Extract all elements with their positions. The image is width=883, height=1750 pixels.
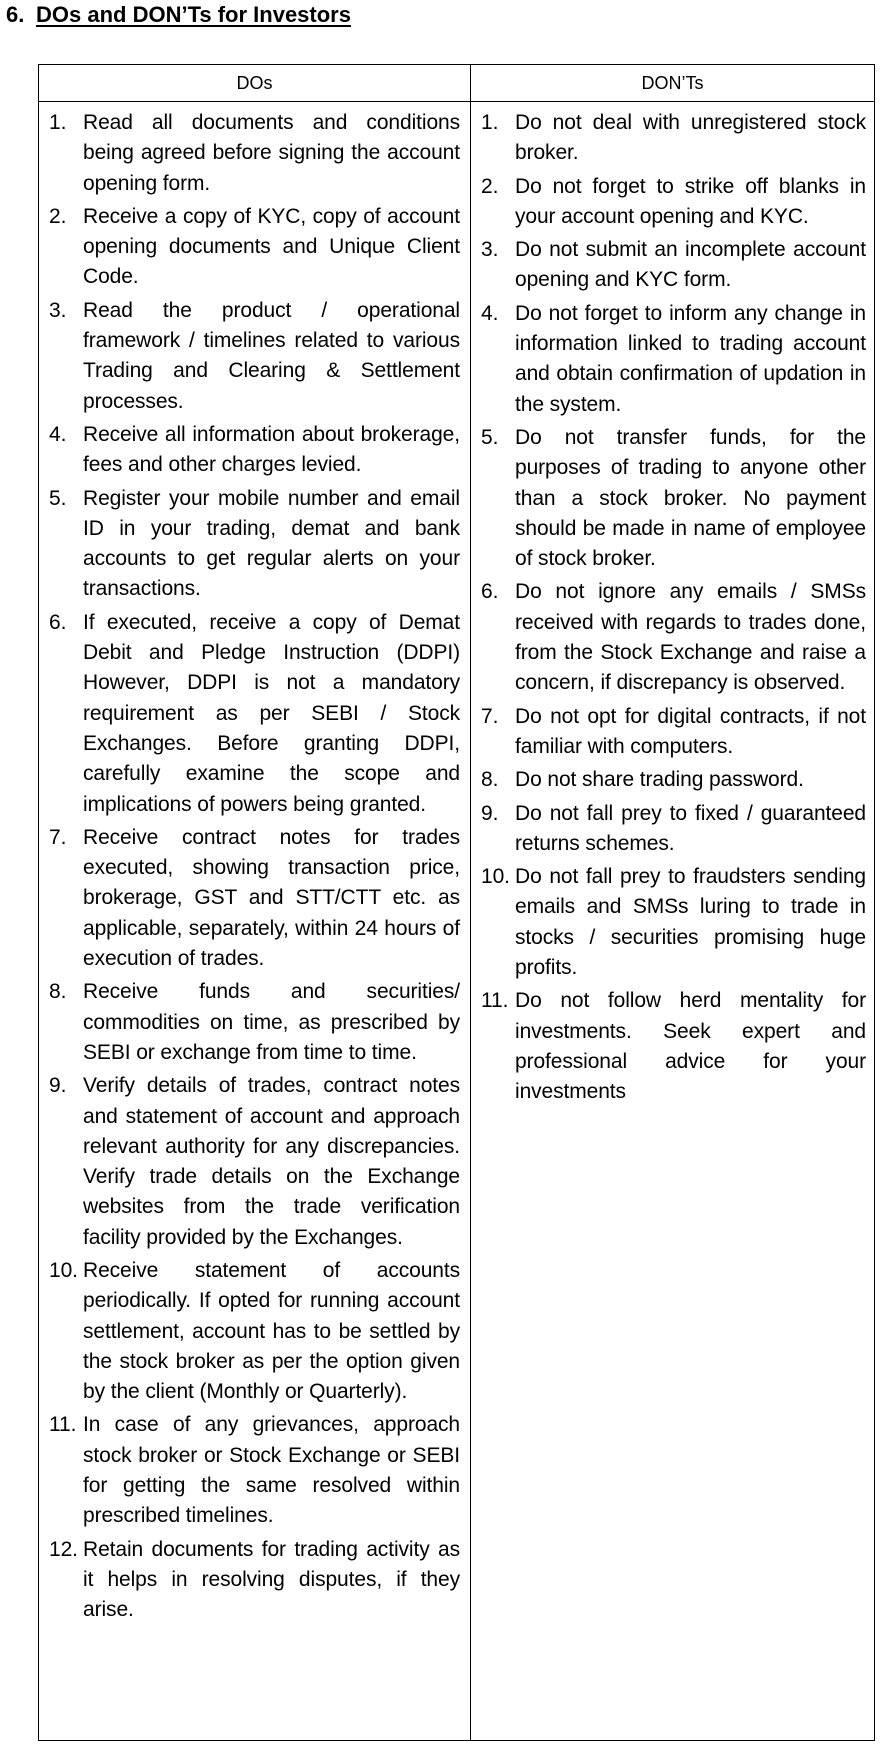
dos-item-text: Verify details of trades, contract notes and statement of account and approach relevant authority for any discrepancies. Verify trade details on the Exchange websites from the trade verification facility provided by the Exchanges. — [83, 1074, 460, 1249]
donts-item-number: 11. — [481, 989, 509, 1013]
dos-item — [49, 608, 460, 820]
donts-item — [481, 862, 866, 983]
donts-item-number: 3. — [481, 238, 499, 262]
dos-item-text: Receive all information about brokerage, fees and other charges levied. — [83, 422, 460, 477]
donts-item — [481, 235, 866, 296]
dos-header: DOs — [39, 65, 470, 102]
donts-item-number: 5. — [481, 425, 499, 449]
dos-item-text: Read all documents and conditions being agreed before signing the account opening form. — [83, 111, 460, 195]
donts-item-text: Do not share trading password. — [515, 768, 804, 792]
dos-item-number: 8. — [49, 980, 67, 1004]
dos-item — [49, 823, 460, 974]
donts-item — [481, 799, 866, 860]
dos-item-text: Retain documents for trading activity as it helps in resolving disputes, if they arise. — [83, 1537, 460, 1622]
dos-item-number: 7. — [49, 825, 67, 849]
dos-list — [39, 102, 470, 1626]
donts-item — [481, 765, 866, 795]
dos-item-text: In case of any grievances, approach stock broker or Stock Exchange or SEBI for getting the same resolved within prescribed timelines. — [83, 1413, 460, 1528]
section-heading — [6, 2, 351, 28]
section-title: DOs and DON’Ts for Investors — [36, 2, 351, 27]
section-number: 6. — [6, 2, 25, 27]
dos-item — [49, 108, 460, 199]
donts-item-number: 10. — [481, 865, 510, 889]
donts-item-number: 2. — [481, 174, 499, 198]
dos-item — [49, 1071, 460, 1253]
dos-item — [49, 1410, 460, 1531]
dos-item-text: Register your mobile number and email ID in your trading, demat and bank accounts to get regular alerts on your transactions. — [83, 486, 460, 601]
donts-item — [481, 423, 866, 574]
donts-item-number: 1. — [481, 111, 499, 134]
donts-item-text: Do not opt for digital contracts, if not familiar with computers. — [515, 704, 866, 758]
dos-item-number: 6. — [49, 610, 67, 634]
donts-item — [481, 299, 866, 420]
donts-item-text: Do not follow herd mentality for investments. Seek expert and professional advice for your investments — [515, 989, 866, 1104]
dos-item-text: If executed, receive a copy of Demat Debit and Pledge Instruction (DDPI) However, DDPI is not a mandatory requirement as per SEBI / Stock Exchanges. Before granting DDPI, carefully examine the scope and implications of powers being granted. — [83, 610, 460, 816]
dos-donts-table — [38, 64, 875, 1741]
dos-item — [49, 296, 460, 417]
donts-item-text: Do not submit an incomplete account opening and KYC form. — [515, 238, 866, 292]
donts-item-text: Do not forget to inform any change in information linked to trading account and obtain confirmation of updation in the system. — [515, 301, 866, 416]
dos-item — [49, 1256, 460, 1407]
dos-item — [49, 484, 460, 605]
donts-item-text: Do not fall prey to fixed / guaranteed returns schemes. — [515, 801, 866, 855]
donts-list — [471, 102, 874, 1108]
dos-item-number: 9. — [49, 1074, 67, 1098]
donts-item-text: Do not deal with unregistered stock broker. — [515, 111, 866, 165]
dos-item-number: 1. — [49, 111, 67, 134]
dos-item-number: 12. — [49, 1537, 78, 1561]
donts-item-text: Do not ignore any emails / SMSs received with regards to trades done, from the Stock Exchange and raise a concern, if discrepancy is observed. — [515, 580, 866, 695]
dos-item-number: 2. — [49, 204, 67, 228]
donts-item-text: Do not transfer funds, for the purposes of trading to anyone other than a stock broker. No payment should be made in name of employee of stock broker. — [515, 425, 866, 571]
dos-item-text: Receive a copy of KYC, copy of account opening documents and Unique Client Code. — [83, 204, 460, 289]
dos-column — [39, 65, 471, 1740]
dos-item-number: 3. — [49, 298, 67, 322]
donts-item — [481, 577, 866, 698]
donts-header: DON’Ts — [471, 65, 874, 102]
dos-item-number: 10. — [49, 1258, 78, 1282]
donts-item — [481, 172, 866, 233]
donts-item-number: 7. — [481, 704, 499, 728]
donts-item-number: 4. — [481, 301, 499, 325]
donts-item — [481, 702, 866, 763]
donts-item — [481, 108, 866, 169]
donts-item — [481, 986, 866, 1107]
donts-item-number: 8. — [481, 768, 499, 792]
dos-item-text: Receive funds and securities/ commodities on time, as prescribed by SEBI or exchange from time to time. — [83, 980, 460, 1064]
donts-item-number: 9. — [481, 801, 499, 825]
dos-item — [49, 202, 460, 293]
dos-item-number: 11. — [49, 1413, 77, 1437]
dos-item-number: 5. — [49, 486, 67, 510]
donts-item-text: Do not fall prey to fraudsters sending emails and SMSs luring to trade in stocks / securities promising huge profits. — [515, 865, 866, 980]
dos-item-text: Read the product / operational framework / timelines related to various Trading and Clearing & Settlement processes. — [83, 298, 460, 413]
dos-item-number: 4. — [49, 422, 67, 446]
dos-item-text: Receive contract notes for trades executed, showing transaction price, brokerage, GST and STT/CTT etc. as applicable, separately, within 24 hours of execution of trades. — [83, 825, 460, 971]
dos-item-text: Receive statement of accounts periodically. If opted for running account settlement, account has to be settled by the stock broker as per the option given by the client (Monthly or Quarterly). — [83, 1258, 460, 1404]
donts-column — [471, 65, 874, 1740]
dos-item — [49, 1535, 460, 1626]
donts-item-number: 6. — [481, 580, 499, 604]
donts-item-text: Do not forget to strike off blanks in your account opening and KYC. — [515, 174, 866, 228]
dos-item — [49, 420, 460, 481]
dos-item — [49, 977, 460, 1068]
